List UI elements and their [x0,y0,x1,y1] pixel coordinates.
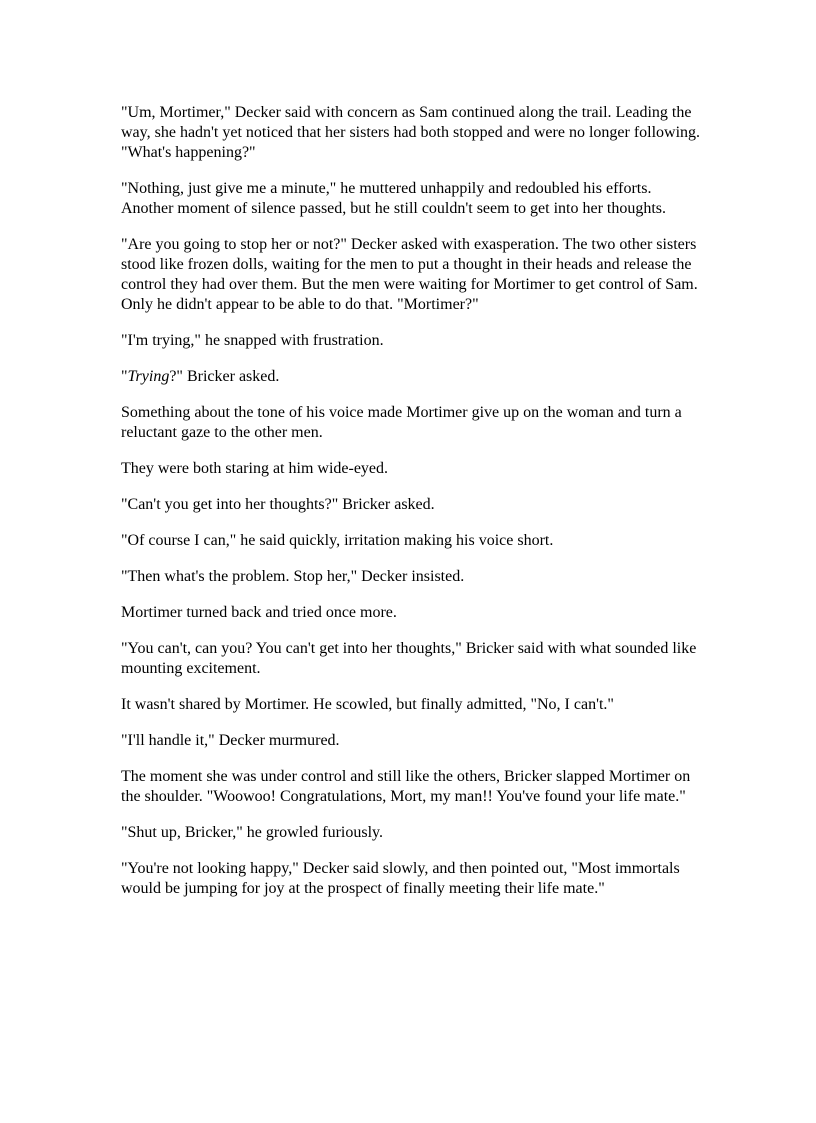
document-page [121,103,706,915]
paragraph-10: "Then what's the problem. Stop her," Decker insisted. [121,568,465,585]
paragraph-12: "You can't, can you? You can't get into her thoughts," Bricker said with what sounded like mounting excitement. [121,640,697,677]
paragraph-6: Something about the tone of his voice made Mortimer give up on the woman and turn a reluctant gaze to the other men. [121,404,682,441]
paragraph-13: It wasn't shared by Mortimer. He scowled, but finally admitted, "No, I can't." [121,696,614,713]
paragraph-3: "Are you going to stop her or not?" Decker asked with exasperation. The two other sisters stood like frozen dolls, waiting for the men to put a thought in their heads and release the control they had over them. But the men were waiting for Mortimer to get control of Sam. Only he didn't appear to be able to do that. "Mortimer?" [121,236,698,313]
paragraph-14: "I'll handle it," Decker murmured. [121,732,340,749]
paragraph-8: "Can't you get into her thoughts?" Bricker asked. [121,496,435,513]
paragraph-5-after: ?" Bricker asked. [169,368,280,385]
paragraph-11: Mortimer turned back and tried once more. [121,604,397,621]
paragraph-9: "Of course I can," he said quickly, irritation making his voice short. [121,532,554,549]
paragraph-5-italic: Trying [127,368,170,385]
paragraph-2: "Nothing, just give me a minute," he muttered unhappily and redoubled his efforts. Another moment of silence passed, but he still couldn't seem to get into her thoughts. [121,180,667,217]
paragraph-15: The moment she was under control and still like the others, Bricker slapped Mortimer on the shoulder. "Woowoo! Congratulations, Mort, my man!! You've found your life mate." [121,768,691,805]
paragraph-17: "You're not looking happy," Decker said slowly, and then pointed out, "Most immortals would be jumping for joy at the prospect of finally meeting their life mate." [121,860,680,897]
paragraph-1: "Um, Mortimer," Decker said with concern as Sam continued along the trail. Leading the way, she hadn't yet noticed that her sisters had both stopped and were no longer following. "What's happening?" [121,104,701,161]
paragraph-7: They were both staring at him wide-eyed. [121,460,389,477]
paragraph-4: "I'm trying," he snapped with frustration. [121,332,384,349]
paragraph-16: "Shut up, Bricker," he growled furiously. [121,824,384,841]
paragraph-5 [121,367,706,387]
paragraph-5-before: " [121,368,128,385]
